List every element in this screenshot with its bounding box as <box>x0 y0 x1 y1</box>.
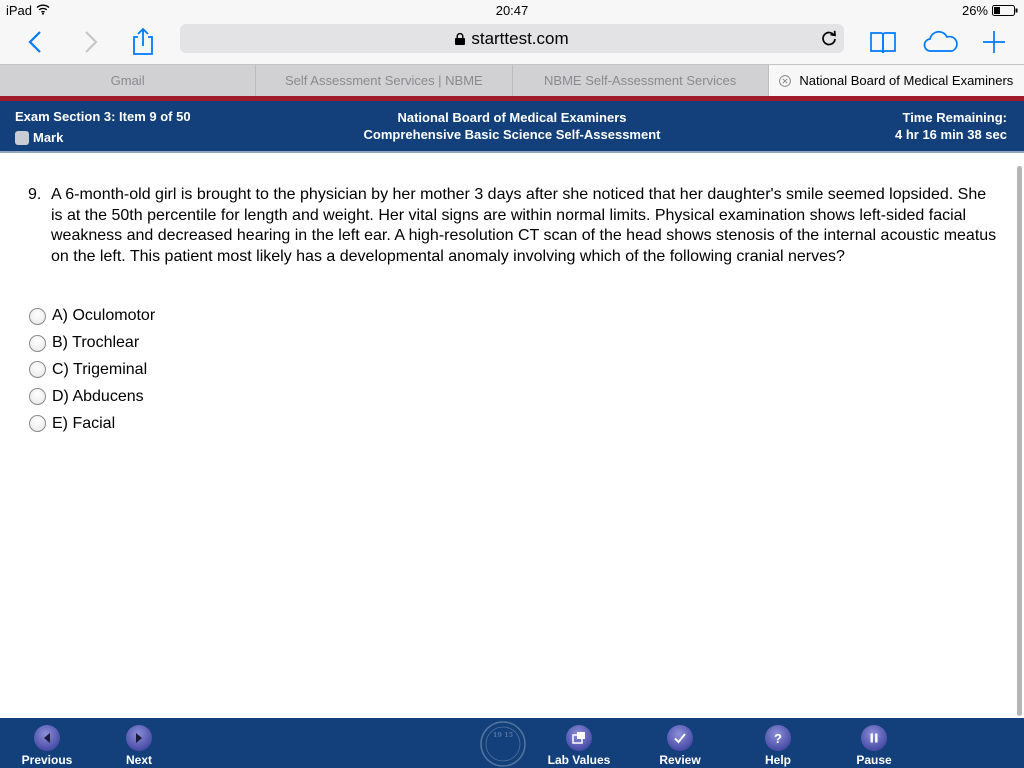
reload-icon[interactable] <box>820 29 838 47</box>
status-time: 20:47 <box>495 3 529 18</box>
time-remaining-value: 4 hr 16 min 38 sec <box>894 127 1007 142</box>
question-stem: A 6-month-old girl is brought to the physician by her mother 3 days after she noticed that her daughter's smile seemed lopsided. She is at the 50th percentile for length and weight. Her vital signs are within normal limits. Physical examination shows left-sided facial weakness and decreased hearing in the left ear. A high-resolution CT scan of the head shows stenosis of the internal acoustic meatus on the left. This patient most likely has a developmental anomaly involving which of the following cranial nerves? <box>51 186 997 265</box>
url-text: starttest.com <box>471 29 569 48</box>
device-name: iPad <box>6 3 33 18</box>
tab-label: Gmail <box>110 73 145 88</box>
exam-title-line1: National Board of Medical Examiners <box>397 110 627 125</box>
radio-button[interactable] <box>29 415 46 432</box>
next-label: Next <box>125 753 152 767</box>
tab-self-assessment-services[interactable] <box>256 65 512 96</box>
answer-option-a[interactable] <box>29 303 155 330</box>
checkmark-icon <box>667 725 693 751</box>
answer-option-b[interactable] <box>29 330 155 357</box>
seal-year: 19 15 <box>492 731 514 739</box>
lab-values-icon <box>566 725 592 751</box>
previous-label: Previous <box>21 753 73 767</box>
forward-icon[interactable] <box>74 26 106 58</box>
nbme-seal-watermark <box>455 720 551 768</box>
battery-icon <box>992 5 1018 16</box>
new-tab-icon[interactable] <box>978 26 1010 58</box>
answer-option-e[interactable] <box>29 410 155 437</box>
mark-label: Mark <box>33 130 64 145</box>
radio-button[interactable] <box>29 308 46 325</box>
time-remaining-label: Time Remaining: <box>902 110 1007 125</box>
tab-label: NBME Self-Assessment Services <box>544 73 737 88</box>
pause-button[interactable] <box>839 725 909 767</box>
url-display <box>180 29 844 49</box>
exam-title-line2: Comprehensive Basic Science Self-Assessment <box>363 127 661 142</box>
pause-label: Pause <box>856 753 892 767</box>
header-divider <box>0 151 1024 153</box>
ios-status-bar <box>0 0 1024 20</box>
answer-label: A) Oculomotor <box>52 307 156 325</box>
help-button[interactable] <box>743 725 813 767</box>
svg-text:?: ? <box>774 731 782 746</box>
tab-label: National Board of Medical Examiners <box>799 73 1014 88</box>
bottom-navigation <box>0 718 1024 768</box>
time-remaining <box>895 109 1007 143</box>
review-button[interactable] <box>645 725 715 767</box>
next-icon <box>126 725 152 751</box>
lock-icon <box>455 33 465 45</box>
question-block <box>28 185 998 267</box>
bookmarks-icon[interactable] <box>867 26 899 58</box>
lab-values-button[interactable] <box>544 725 614 767</box>
tab-label: Self Assessment Services | NBME <box>285 73 483 88</box>
radio-button[interactable] <box>29 388 46 405</box>
answer-option-c[interactable] <box>29 357 155 384</box>
answer-label: D) Abducens <box>52 387 144 405</box>
browser-toolbar <box>0 20 1024 64</box>
share-icon[interactable] <box>127 26 159 58</box>
help-icon <box>765 725 791 751</box>
answer-label: B) Trochlear <box>52 334 140 352</box>
radio-button[interactable] <box>29 335 46 352</box>
previous-icon <box>34 725 60 751</box>
tab-national-board[interactable] <box>769 65 1024 96</box>
address-bar[interactable] <box>180 24 844 53</box>
question-number: 9. <box>28 186 42 203</box>
browser-tab-bar <box>0 64 1024 96</box>
cloud-tabs-icon[interactable] <box>922 26 960 58</box>
radio-button[interactable] <box>29 361 46 378</box>
exam-title <box>0 109 1024 143</box>
help-label: Help <box>764 753 791 767</box>
content-scrollbar[interactable] <box>1017 166 1022 716</box>
exam-header <box>0 101 1024 151</box>
lab-values-label: Lab Values <box>547 753 611 767</box>
answer-label: C) Trigeminal <box>52 360 148 378</box>
back-icon[interactable] <box>20 26 52 58</box>
answer-label: E) Facial <box>52 414 116 432</box>
close-tab-icon[interactable] <box>779 75 791 87</box>
battery-percent: 26% <box>961 3 988 18</box>
answer-options <box>29 303 155 437</box>
tab-gmail[interactable] <box>0 65 256 96</box>
review-label: Review <box>659 753 701 767</box>
exam-section-label: Exam Section 3: Item 9 of 50 <box>15 109 191 124</box>
previous-button[interactable] <box>12 725 82 767</box>
next-button[interactable] <box>104 725 174 767</box>
pause-icon <box>861 725 887 751</box>
answer-option-d[interactable] <box>29 383 155 410</box>
tab-nbme-self-assessment[interactable] <box>513 65 769 96</box>
